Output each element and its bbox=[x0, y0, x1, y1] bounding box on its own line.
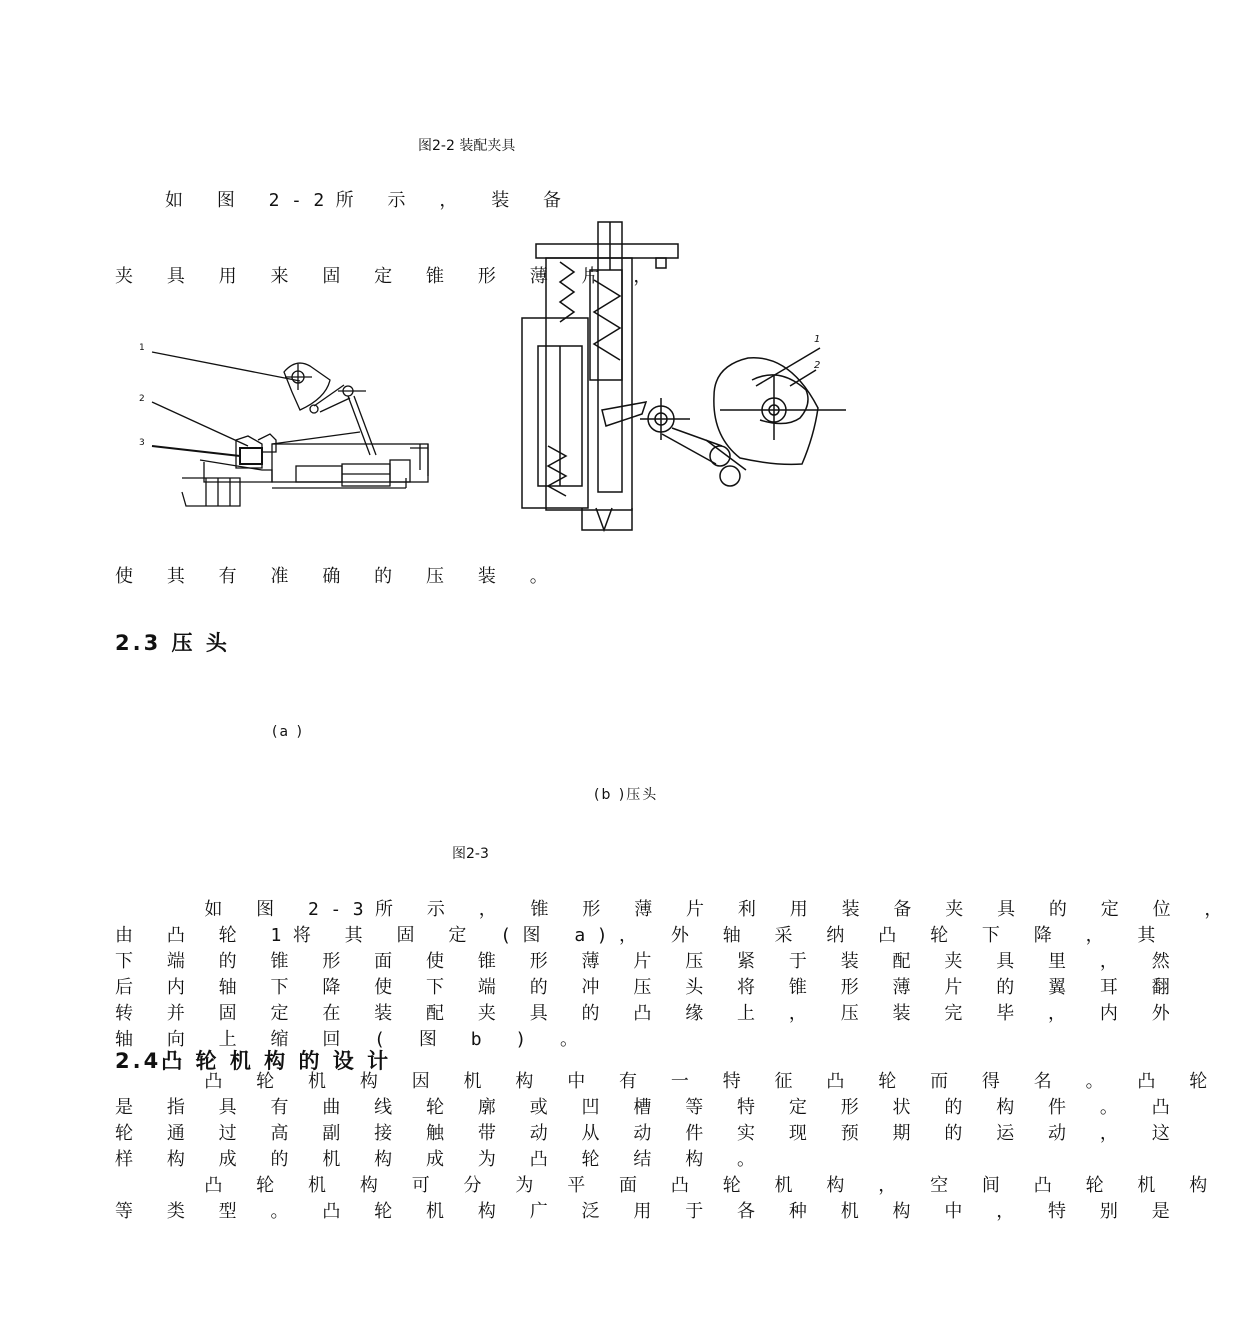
figure-2-2-caption: 图2-2 装配夹具 bbox=[418, 138, 516, 154]
fig-b-label-2: 2 bbox=[814, 360, 821, 371]
paragraph-2-line: 后 内 轴 下 降 使 下 端 的 冲 压 头 将 锥 形 薄 片 的 翼 耳 翻 bbox=[115, 977, 1182, 998]
paragraph-3-line: 是 指 具 有 曲 线 轮 廓 或 凹 槽 等 特 定 形 状 的 构 件 。 凸 bbox=[115, 1097, 1182, 1118]
fig-a-label-2: 2 bbox=[139, 394, 145, 404]
paragraph-3-line: 轮 通 过 高 副 接 触 带 动 从 动 件 实 现 预 期 的 运 动 ， 这 bbox=[115, 1123, 1182, 1144]
section-heading-2-3: 2.3 压 头 bbox=[115, 631, 230, 655]
paragraph-3-line: 凸 轮 机 构 可 分 为 平 面 凸 轮 机 构 ， 空 间 凸 轮 机 构 bbox=[115, 1175, 1219, 1196]
paragraph-3 bbox=[115, 1069, 1219, 1225]
paragraph-3-line: 样 构 成 的 机 构 成 为 凸 轮 结 构 。 bbox=[115, 1149, 767, 1170]
fig-a-label-1: 1 bbox=[139, 343, 145, 353]
paragraph-3-line: 凸 轮 机 构 因 机 构 中 有 一 特 征 凸 轮 而 得 名 。 凸 轮 bbox=[115, 1071, 1219, 1092]
fig-a-label-3: 3 bbox=[139, 438, 145, 448]
figure-2-3-caption: 图2-3 bbox=[452, 846, 489, 862]
subfigure-a-caption: (a ) bbox=[272, 724, 304, 740]
paragraph-2-line: 下 端 的 锥 形 面 使 锥 形 薄 片 压 紧 于 装 配 夹 具 里 ， 然 bbox=[115, 951, 1182, 972]
paragraph-2-line: 由 凸 轮 1将 其 固 定 (图 a)， 外 轴 采 纳 凸 轮 下 降 ， 其 bbox=[115, 925, 1167, 946]
paragraph-2-line: 轴 向 上 缩 回 ( 图 b ) 。 bbox=[115, 1029, 590, 1050]
paragraph-2-line: 转 并 固 定 在 装 配 夹 具 的 凸 缘 上 ， 压 装 完 毕 ， 内 外 bbox=[115, 1003, 1182, 1024]
paragraph-1-line-1: 如 图 2-2所 示 ， 装 备 bbox=[165, 190, 573, 211]
paragraph-1-line-2: 夹 具 用 来 固 定 锥 形 薄 片 ， bbox=[115, 266, 663, 287]
paragraph-1-line-3: 使 其 有 准 确 的 压 装 。 bbox=[115, 566, 560, 587]
paragraph-3-line: 等 类 型 。 凸 轮 机 构 广 泛 用 于 各 种 机 构 中 ， 特 别 是 bbox=[115, 1201, 1182, 1222]
subfigure-b-caption: (b )压头 bbox=[594, 787, 659, 803]
paragraph-2 bbox=[115, 897, 1234, 1053]
section-heading-2-4: 2.4凸 轮 机 构 的 设 计 bbox=[115, 1049, 392, 1073]
fig-b-label-1: 1 bbox=[814, 334, 821, 345]
paragraph-2-line: 如 图 2-3所 示 ， 锥 形 薄 片 利 用 装 备 夹 具 的 定 位 ， bbox=[115, 899, 1234, 920]
